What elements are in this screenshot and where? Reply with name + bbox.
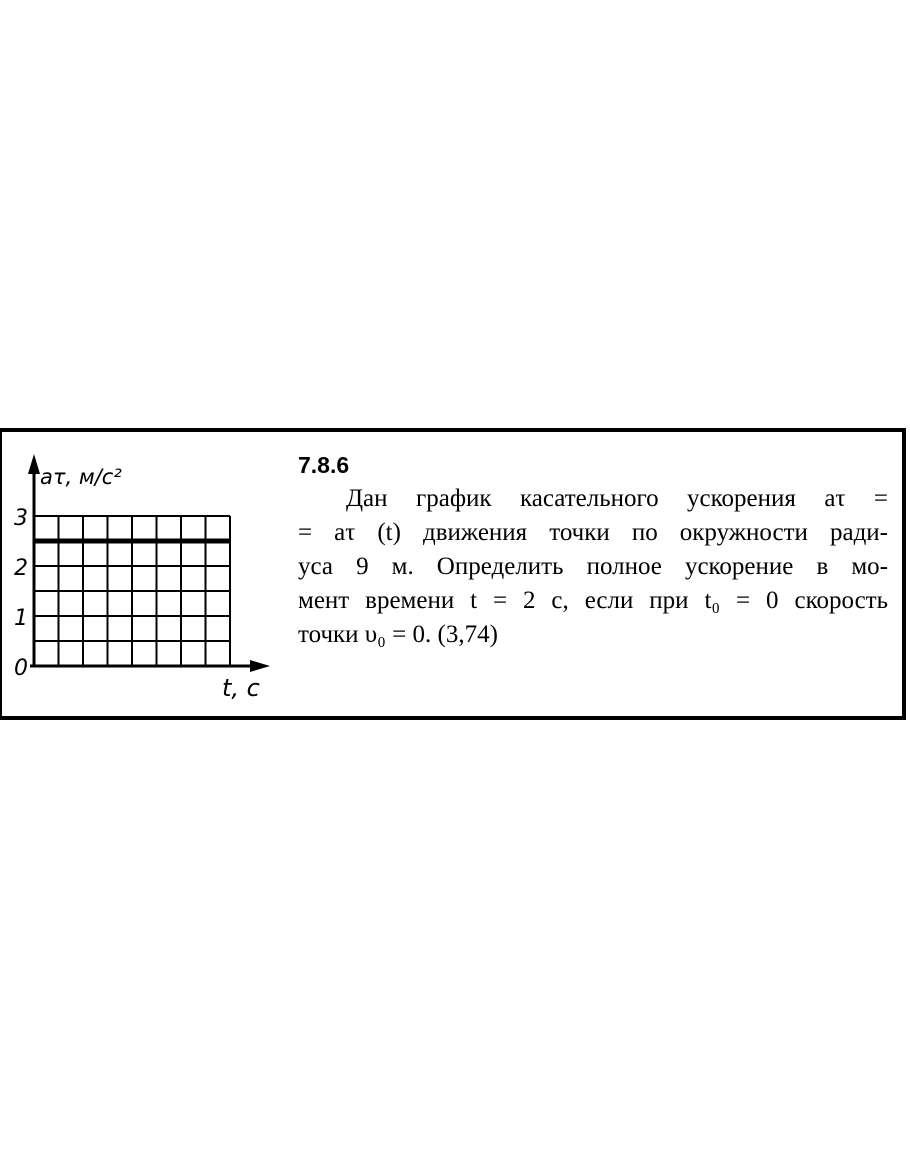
y-axis-label: aτ, м/с² xyxy=(40,465,122,489)
problem-statement xyxy=(298,482,888,652)
frame-top-border xyxy=(0,428,906,432)
y-tick-label: 1 xyxy=(14,606,28,631)
problem-line: уса 9 м. Определить полное ускорение в мо- xyxy=(298,553,888,580)
x-axis-label: t, с xyxy=(222,674,260,702)
frame-bottom-border xyxy=(0,716,906,720)
problem-line: мент времени t = 2 с, если при t₀ = 0 скорость xyxy=(298,587,888,614)
problem-line: = aτ (t) движения точки по окружности ради- xyxy=(298,519,888,546)
x-axis-arrow xyxy=(250,660,270,672)
acceleration-graph xyxy=(0,440,290,710)
graph-ticks xyxy=(14,506,28,681)
y-tick-label: 0 xyxy=(14,656,28,681)
problem-line: точки υ₀ = 0. (3,74) xyxy=(298,621,498,648)
problem-line: Дан график касательного ускорения aτ = xyxy=(346,485,888,512)
y-tick-label: 3 xyxy=(14,506,28,531)
y-axis-arrow xyxy=(28,454,40,474)
frame-right-border xyxy=(902,428,906,720)
y-tick-label: 2 xyxy=(14,556,28,581)
problem-number: 7.8.6 xyxy=(298,452,350,478)
